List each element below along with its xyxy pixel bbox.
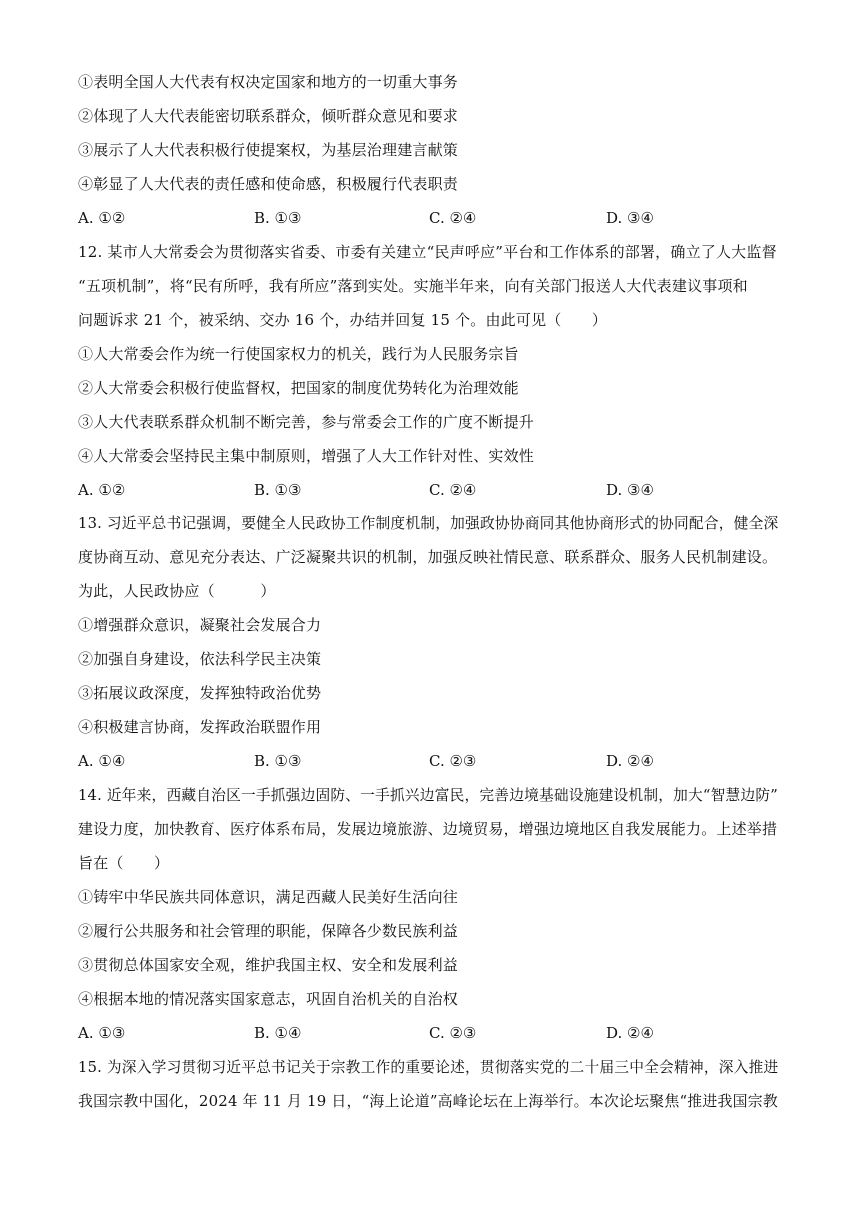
q12-stem-line-2: “五项机制”，将“民有所呼，我有所应”落到实处。实施半年来，向有关部门报送人大代表建议事项和 <box>78 277 748 295</box>
q14-option-d[interactable]: D. ②④ <box>606 1024 654 1042</box>
q11-option-a[interactable]: A. ①② <box>78 209 126 227</box>
q12-stem-line-3: 问题诉求 21 个，被采纳、交办 16 个，办结并回复 15 个。由此可见（ ） <box>78 311 608 329</box>
q13-item-3: ③拓展议政深度，发挥独特政治优势 <box>78 684 322 702</box>
q14-item-1: ①铸牢中华民族共同体意识，满足西藏人民美好生活向往 <box>78 888 459 906</box>
q13-stem-line-1: 13. 习近平总书记强调，要健全人民政协工作制度机制，加强政协协商同其他协商形式的协同配合，健全深 <box>78 514 779 532</box>
q14-stem-line-1: 14. 近年来，西藏自治区一手抓强边固防、一手抓兴边富民，完善边境基础设施建设机制，加大“智慧边防” <box>78 786 778 804</box>
q11-item-1: ①表明全国人大代表有权决定国家和地方的一切重大事务 <box>78 73 459 91</box>
q14-options <box>78 1023 778 1043</box>
q11-options <box>78 208 778 228</box>
q13-option-b[interactable]: B. ①③ <box>254 752 302 770</box>
q12-option-c[interactable]: C. ②④ <box>429 481 477 499</box>
q12-options <box>78 480 778 500</box>
q14-option-b[interactable]: B. ①④ <box>254 1024 302 1042</box>
q11-option-c[interactable]: C. ②④ <box>429 209 477 227</box>
q14-item-3: ③贯彻总体国家安全观，维护我国主权、安全和发展利益 <box>78 956 459 974</box>
q12-option-b[interactable]: B. ①③ <box>254 481 302 499</box>
q14-option-c[interactable]: C. ②③ <box>429 1024 477 1042</box>
q12-item-2: ②人大常委会积极行使监督权，把国家的制度优势转化为治理效能 <box>78 379 519 397</box>
q11-item-2: ②体现了人大代表能密切联系群众，倾听群众意见和要求 <box>78 107 459 125</box>
q11-item-4: ④彰显了人大代表的责任感和使命感，积极履行代表职责 <box>78 175 459 193</box>
q13-stem-line-3: 为此，人民政协应（ ） <box>78 582 276 600</box>
q14-item-4: ④根据本地的情况落实国家意志，巩固自治机关的自治权 <box>78 990 459 1008</box>
q15-stem-line-1: 15. 为深入学习贯彻习近平总书记关于宗教工作的重要论述，贯彻落实党的二十届三中全会精神，深入推进 <box>78 1058 779 1076</box>
q12-stem-line-1: 12. 某市人大常委会为贯彻落实省委、市委有关建立“民声呼应”平台和工作体系的部署，确立了人大监督 <box>78 243 777 261</box>
q13-option-a[interactable]: A. ①④ <box>78 752 126 770</box>
q15-stem-line-2: 我国宗教中国化，2024 年 11 月 19 日，“海上论道”高峰论坛在上海举行。本次论坛聚焦“推进我国宗教 <box>78 1092 778 1110</box>
q12-item-4: ④人大常委会坚持民主集中制原则，增强了人大工作针对性、实效性 <box>78 447 535 465</box>
q13-item-2: ②加强自身建设，依法科学民主决策 <box>78 650 322 668</box>
q14-stem-line-3: 旨在（ ） <box>78 854 170 872</box>
q12-item-3: ③人大代表联系群众机制不断完善，参与常委会工作的广度不断提升 <box>78 413 535 431</box>
q13-stem-line-2: 度协商互动、意见充分表达、广泛凝聚共识的机制，加强反映社情民意、联系群众、服务人民机制建设。 <box>78 548 778 566</box>
q11-option-b[interactable]: B. ①③ <box>254 209 302 227</box>
q12-item-1: ①人大常委会作为统一行使国家权力的机关，践行为人民服务宗旨 <box>78 345 519 363</box>
q11-option-d[interactable]: D. ③④ <box>606 209 654 227</box>
q13-item-4: ④积极建言协商，发挥政治联盟作用 <box>78 718 322 736</box>
q14-stem-line-2: 建设力度，加快教育、医疗体系布局，发展边境旅游、边境贸易，增强边境地区自我发展能力。上述举措 <box>78 820 778 838</box>
q13-item-1: ①增强群众意识，凝聚社会发展合力 <box>78 616 322 634</box>
q12-option-d[interactable]: D. ③④ <box>606 481 654 499</box>
q13-option-d[interactable]: D. ②④ <box>606 752 654 770</box>
q13-option-c[interactable]: C. ②③ <box>429 752 477 770</box>
q11-item-3: ③展示了人大代表积极行使提案权，为基层治理建言献策 <box>78 141 459 159</box>
q14-option-a[interactable]: A. ①③ <box>78 1024 126 1042</box>
q12-option-a[interactable]: A. ①② <box>78 481 126 499</box>
q13-options <box>78 751 778 771</box>
q14-item-2: ②履行公共服务和社会管理的职能，保障各少数民族利益 <box>78 922 459 940</box>
